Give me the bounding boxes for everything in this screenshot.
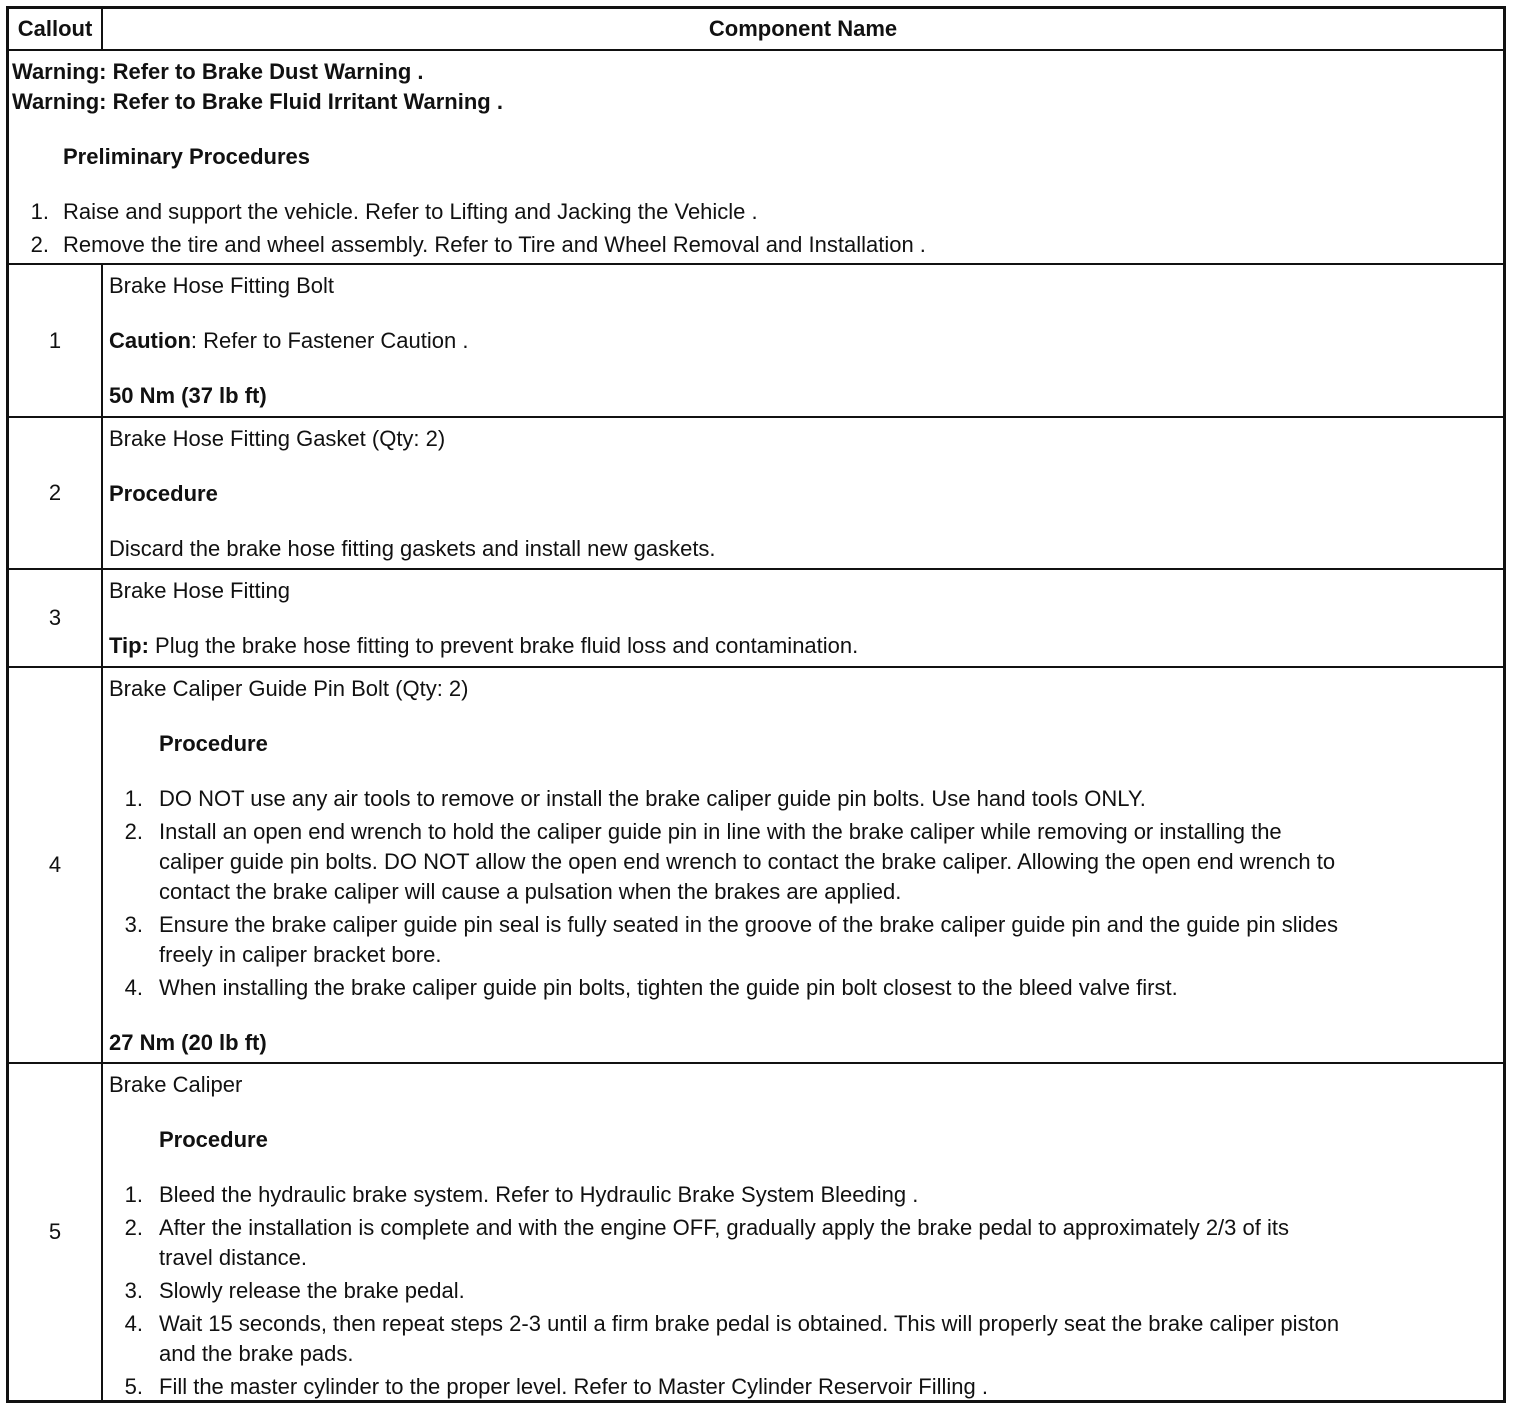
procedure-heading: Procedure (159, 1127, 268, 1152)
caution-label: Caution (109, 328, 191, 353)
procedure-text: Discard the brake hose fitting gaskets and install new gaskets. (109, 536, 716, 561)
step-number: 1. (124, 1182, 143, 1207)
table-row (9, 570, 1503, 668)
procedure-step-line: freely in caliper bracket bore. (159, 942, 442, 967)
step-number: 1. (124, 786, 143, 811)
torque-spec: 27 Nm (20 lb ft) (109, 1030, 267, 1055)
table-row (9, 418, 1503, 570)
component-cell (103, 668, 1503, 1062)
step-number: 3. (124, 1278, 143, 1303)
component-name: Brake Hose Fitting Bolt (109, 273, 334, 298)
procedure-step-line: Slowly release the brake pedal. (159, 1278, 465, 1303)
callout-number: 5 (9, 1064, 103, 1400)
procedure-step-line: caliper guide pin bolts. DO NOT allow the open end wrench to contact the brake caliper. Allowing the open end wrench to (159, 849, 1336, 874)
callout-number: 4 (9, 668, 103, 1062)
callout-column-header: Callout (9, 9, 103, 49)
preliminary-step: Remove the tire and wheel assembly. Refer to Tire and Wheel Removal and Installation . (63, 232, 926, 257)
step-number: 2. (124, 1215, 143, 1240)
callout-number: 3 (9, 570, 103, 666)
component-cell (103, 265, 1503, 416)
component-name: Brake Hose Fitting Gasket (Qty: 2) (109, 426, 446, 451)
procedure-step-line: travel distance. (159, 1245, 307, 1270)
step-number: 3. (124, 912, 143, 937)
caution-note (109, 328, 468, 354)
procedure-heading: Procedure (159, 731, 268, 756)
procedure-step-line: After the installation is complete and with the engine OFF, gradually apply the brake pedal to approximately 2/3 of its (159, 1215, 1289, 1240)
tip-note (109, 633, 858, 659)
procedure-heading: Procedure (109, 481, 218, 506)
intro-row (9, 51, 1503, 265)
procedure-step-line: contact the brake caliper will cause a pulsation when the brakes are applied. (159, 879, 902, 904)
table-header-row (9, 9, 1503, 51)
tip-text: Plug the brake hose fitting to prevent brake fluid loss and contamination. (155, 633, 859, 658)
procedure-step-line: and the brake pads. (159, 1341, 354, 1366)
procedure-table (6, 6, 1506, 1403)
warning-brake-dust: Warning: Refer to Brake Dust Warning . (12, 59, 424, 84)
procedure-step-line: Wait 15 seconds, then repeat steps 2-3 until a firm brake pedal is obtained. This will properly seat the brake caliper piston (159, 1311, 1340, 1336)
component-cell (103, 1064, 1503, 1400)
procedure-step-line: Fill the master cylinder to the proper level. Refer to Master Cylinder Reservoir Filling . (159, 1374, 988, 1399)
component-cell (103, 570, 1503, 666)
component-name: Brake Caliper (109, 1072, 243, 1097)
step-number: 1. (30, 199, 49, 224)
table-row (9, 668, 1503, 1064)
component-name-column-header: Component Name (708, 16, 898, 41)
callout-number: 1 (9, 265, 103, 416)
preliminary-step: Raise and support the vehicle. Refer to Lifting and Jacking the Vehicle . (63, 199, 758, 224)
procedure-step-line: Ensure the brake caliper guide pin seal is fully seated in the groove of the brake caliper guide pin and the guide pin slides (159, 912, 1338, 937)
tip-label: Tip: (109, 633, 149, 658)
callout-number: 2 (9, 418, 103, 568)
procedure-step-line: When installing the brake caliper guide pin bolts, tighten the guide pin bolt closest to the bleed valve first. (159, 975, 1178, 1000)
table-row (9, 1064, 1503, 1400)
step-number: 4. (124, 1311, 143, 1336)
caution-text: : Refer to Fastener Caution . (190, 328, 469, 353)
procedure-step-line: Bleed the hydraulic brake system. Refer to Hydraulic Brake System Bleeding . (159, 1182, 919, 1207)
preliminary-procedures-heading: Preliminary Procedures (63, 144, 311, 169)
procedure-step-line: Install an open end wrench to hold the caliper guide pin in line with the brake caliper while removing or installing the (159, 819, 1282, 844)
torque-spec: 50 Nm (37 lb ft) (109, 383, 267, 408)
component-name: Brake Caliper Guide Pin Bolt (Qty: 2) (109, 676, 469, 701)
warning-brake-fluid: Warning: Refer to Brake Fluid Irritant Warning . (12, 89, 503, 114)
step-number: 4. (124, 975, 143, 1000)
component-name: Brake Hose Fitting (109, 578, 290, 603)
procedure-step-line: DO NOT use any air tools to remove or install the brake caliper guide pin bolts. Use hand tools ONLY. (159, 786, 1146, 811)
step-number: 2. (124, 819, 143, 844)
component-cell (103, 418, 1503, 568)
step-number: 2. (30, 232, 49, 257)
table-row (9, 265, 1503, 418)
step-number: 5. (124, 1374, 143, 1399)
